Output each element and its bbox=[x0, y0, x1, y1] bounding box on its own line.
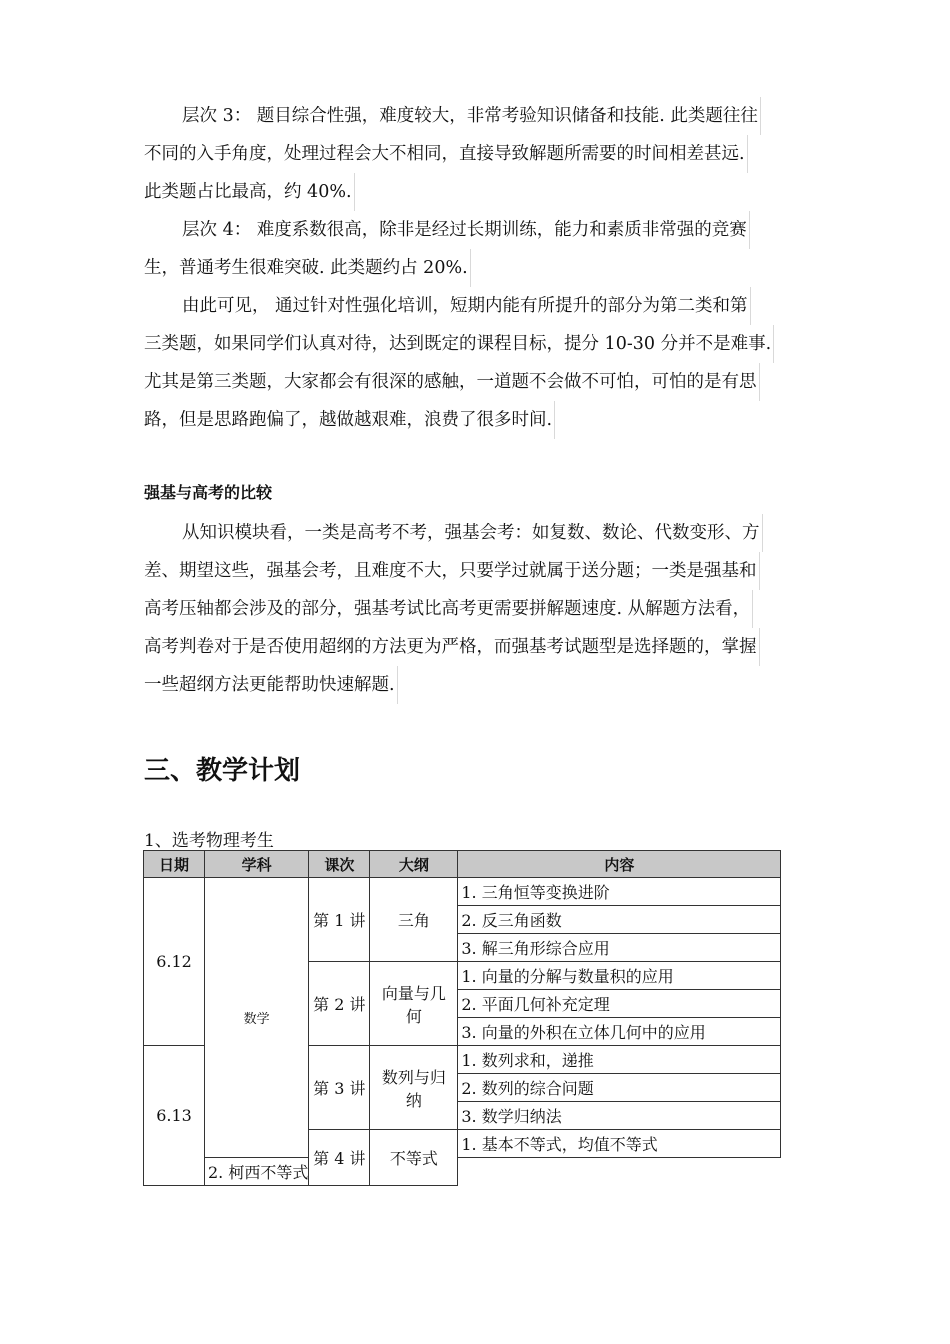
outline-cell: 向量与几何 bbox=[370, 962, 458, 1046]
outline-cell: 数列与归纳 bbox=[370, 1046, 458, 1130]
text-line: 由此可见， 通过针对性强化培训，短期内能有所提升的部分为第二类和第 bbox=[144, 287, 751, 325]
text-line: 层次 3： 题目综合性强，难度较大，非常考验知识储备和技能. 此类题往往 bbox=[144, 97, 761, 135]
text-line: 差、期望这些，强基会考，且难度不大，只要学过就属于送分题；一类是强基和 bbox=[144, 552, 760, 590]
paragraph-level4 bbox=[144, 211, 814, 287]
content-cell: 3. 解三角形综合应用 bbox=[458, 934, 781, 962]
content-cell: 2. 反三角函数 bbox=[458, 906, 781, 934]
paragraph-conclusion bbox=[144, 287, 814, 439]
outline-cell: 三角 bbox=[370, 878, 458, 962]
header-outline: 大纲 bbox=[370, 851, 458, 878]
schedule-table bbox=[143, 850, 781, 1186]
text-line: 高考压轴都会涉及的部分，强基考试比高考更需要拼解题速度. 从解题方法看， bbox=[144, 590, 753, 628]
subject-cell: 数学 bbox=[205, 878, 309, 1158]
text-line: 三类题，如果同学们认真对待，达到既定的课程目标，提分 10-30 分并不是难事. bbox=[144, 325, 774, 363]
text-line: 层次 4： 难度系数很高，除非是经过长期训练，能力和素质非常强的竞赛 bbox=[144, 211, 750, 249]
table-row bbox=[144, 878, 781, 906]
content-cell: 1. 数列求和，递推 bbox=[458, 1046, 781, 1074]
date-cell: 6.12 bbox=[144, 878, 205, 1046]
text-line: 此类题占比最高，约 40%. bbox=[144, 173, 355, 211]
text-line: 生，普通考生很难突破. 此类题约占 20%. bbox=[144, 249, 471, 287]
content-cell: 1. 基本不等式，均值不等式 bbox=[458, 1130, 781, 1158]
content-cell: 3. 向量的外积在立体几何中的应用 bbox=[458, 1018, 781, 1046]
content-cell: 2. 平面几何补充定理 bbox=[458, 990, 781, 1018]
text-line: 不同的入手角度，处理过程会大不相同，直接导致解题所需要的时间相差甚远. bbox=[144, 135, 748, 173]
header-content: 内容 bbox=[458, 851, 781, 878]
table-row bbox=[144, 1158, 781, 1186]
paragraph-level3 bbox=[144, 97, 814, 211]
date-cell: 6.13 bbox=[144, 1046, 205, 1186]
content-cell: 1. 向量的分解与数量积的应用 bbox=[458, 962, 781, 990]
text-line: 从知识模块看，一类是高考不考，强基会考：如复数、数论、代数变形、方 bbox=[144, 514, 763, 552]
table-header-row bbox=[144, 851, 781, 878]
table-caption: 1、选考物理考生 bbox=[144, 831, 274, 851]
content-cell: 2. 柯西不等式 bbox=[205, 1158, 309, 1186]
content-cell: 3. 数学归纳法 bbox=[458, 1102, 781, 1130]
subheading-compare: 强基与高考的比较 bbox=[144, 483, 273, 502]
outline-cell: 不等式 bbox=[370, 1130, 458, 1186]
content-cell: 2. 数列的综合问题 bbox=[458, 1074, 781, 1102]
text-line: 高考判卷对于是否使用超纲的方法更为严格，而强基考试题型是选择题的，掌握 bbox=[144, 628, 760, 666]
text-line: 路，但是思路跑偏了，越做越艰难，浪费了很多时间. bbox=[144, 401, 555, 439]
text-line: 尤其是第三类题，大家都会有很深的感触，一道题不会做不可怕，可怕的是有思 bbox=[144, 363, 760, 401]
paragraph-compare bbox=[144, 514, 814, 704]
header-lesson: 课次 bbox=[309, 851, 370, 878]
lesson-cell: 第 3 讲 bbox=[309, 1046, 370, 1130]
text-line: 一些超纲方法更能帮助快速解题. bbox=[144, 666, 398, 704]
lesson-cell: 第 4 讲 bbox=[309, 1130, 370, 1186]
header-subject: 学科 bbox=[205, 851, 309, 878]
header-date: 日期 bbox=[144, 851, 205, 878]
lesson-cell: 第 1 讲 bbox=[309, 878, 370, 962]
section-heading: 三、教学计划 bbox=[144, 756, 301, 786]
content-cell: 1. 三角恒等变换进阶 bbox=[458, 878, 781, 906]
lesson-cell: 第 2 讲 bbox=[309, 962, 370, 1046]
